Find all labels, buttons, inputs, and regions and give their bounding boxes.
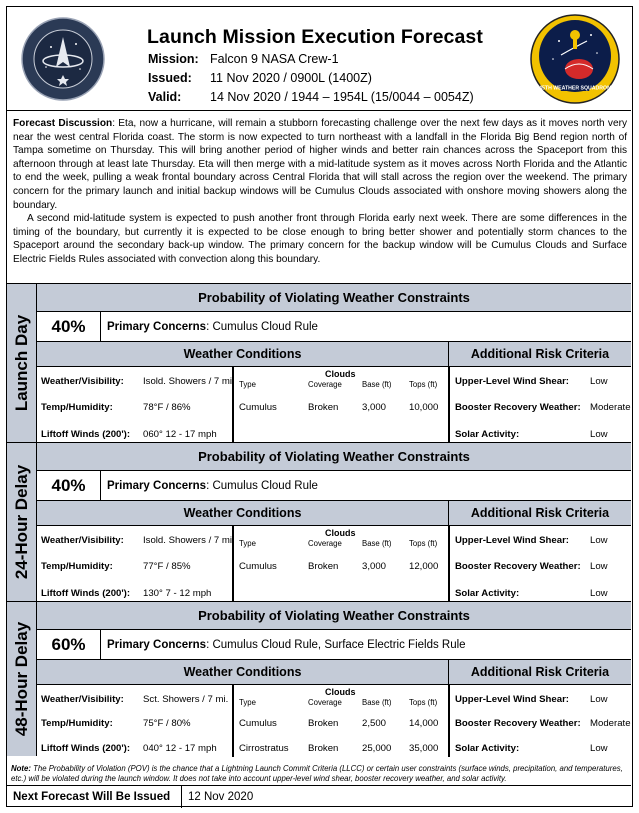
column-divider [448, 367, 450, 443]
temp-humidity-label: Temp/Humidity: [41, 561, 113, 572]
cloud-tops-header: Tops (ft) [409, 698, 438, 707]
solar-activity-label: Solar Activity: [455, 429, 520, 440]
solar-activity-value: Low [590, 588, 608, 599]
issued-value: 11 Nov 2020 / 0900L (1400Z) [210, 71, 372, 85]
conditions-body [37, 526, 631, 602]
forecast-section [7, 283, 631, 442]
next-forecast-label: Next Forecast Will Be Issued [7, 786, 182, 808]
upper-level-wind-shear-value: Low [590, 376, 608, 387]
mission-label: Mission: [148, 52, 199, 66]
solar-activity-label: Solar Activity: [455, 588, 520, 599]
section-name: 48-Hour Delay [11, 621, 31, 737]
booster-recovery-label: Booster Recovery Weather: [455, 561, 581, 572]
cloud-coverage: Broken [308, 743, 339, 754]
upper-level-wind-shear-label: Upper-Level Wind Shear: [455, 694, 569, 705]
mission-value: Falcon 9 NASA Crew-1 [210, 52, 339, 66]
cloud-type-header: Type [239, 539, 256, 548]
valid-row [148, 90, 474, 104]
liftoff-winds-label: Liftoff Winds (200'): [41, 429, 131, 440]
temp-humidity-label: Temp/Humidity: [41, 718, 113, 729]
cloud-type: Cumulus [239, 718, 277, 729]
additional-risk-header: Additional Risk Criteria [449, 501, 631, 525]
booster-recovery-value: Moderate [590, 718, 631, 729]
cloud-coverage: Broken [308, 718, 339, 729]
valid-label: Valid: [148, 90, 182, 104]
booster-recovery-label: Booster Recovery Weather: [455, 402, 581, 413]
temp-humidity-value: 78°F / 86% [143, 402, 191, 413]
discussion-paragraph-1 [13, 117, 627, 212]
cloud-type-header: Type [239, 380, 256, 389]
cloud-base: 3,000 [362, 402, 387, 413]
weather-conditions-header: Weather Conditions [37, 342, 449, 366]
discussion-text-1: : Eta, now a hurricane, will remain a stubborn forecasting challenge over the next few days as it moves north very near the west central Florida coast. The storm is now expected to turn northeast with a landfall in the Florida Big Bend region north of Tampa sometime on Thursday. This will bring another period of higher winds and better rain chances across the Spaceport from this afternoon through at least late Thursday. Eta will then merge with a mid-latitude system as it moves across North Florida and the Atlantic to end the week, pulling a weak frontal boundary across Central Florida that will stall across the region over the weekend. The primary concern for the primary launch and initial backup windows will be Cumulus Clouds associated with onshore moving showers along the boundary. [13, 118, 627, 211]
primary-concerns [101, 480, 318, 492]
weather-visibility-label: Weather/Visibility: [41, 535, 124, 546]
pov-note [11, 764, 629, 784]
additional-risk-header: Additional Risk Criteria [449, 342, 631, 366]
solar-activity-value: Low [590, 743, 608, 754]
subheader-row [37, 342, 631, 367]
primary-concerns-label: Primary Concerns [107, 479, 207, 492]
cloud-type: Cumulus [239, 561, 277, 572]
temp-humidity-label: Temp/Humidity: [41, 402, 113, 413]
cloud-coverage: Broken [308, 402, 339, 413]
pov-row [37, 471, 631, 501]
clouds-header: Clouds [325, 528, 356, 538]
primary-concerns-label: Primary Concerns [107, 320, 207, 333]
weather-visibility-value: Isold. Showers / 7 mi. [143, 376, 235, 387]
primary-concerns [101, 321, 318, 333]
primary-concerns-value: : Cumulus Cloud Rule [206, 479, 318, 492]
forecast-section [7, 601, 631, 756]
note-label: Note: [11, 764, 31, 773]
cloud-tops-header: Tops (ft) [409, 380, 438, 389]
note-text: The Probability of Violation (POV) is the chance that a Lightning Launch Commit Criteria (LLCC) or certain user constraints (surface winds, precipitation, and temperatures, etc.) will be violated during the launch window. It does not take into account upper-level wind shear, booster recovery weather, and solar activity. [11, 764, 623, 783]
emblem-caption: 45TH WEATHER SQUADRON [539, 85, 611, 92]
cloud-base-header: Base (ft) [362, 698, 392, 707]
section-side-label [7, 602, 37, 756]
discussion-paragraph-2: A second mid-latitude system is expected to push another front through Florida early next week. There are some differences in the timing of the boundary, but currently it is expected to be close enough to bring better shower and potentially storm chances to the Spaceport around the secondary back-up window. The primary concern for the backup window will be Cumulus Clouds and Surface Electric Fields Rules associated with convection along this boundary. [13, 213, 627, 265]
next-forecast-row [7, 785, 631, 808]
forecast-discussion [13, 117, 627, 267]
cloud-tops: 35,000 [409, 743, 439, 754]
temp-humidity-value: 75°F / 80% [143, 718, 191, 729]
pov-percent: 60% [37, 630, 101, 659]
valid-value: 14 Nov 2020 / 1944 – 1954L (15/0044 – 0054Z) [210, 90, 474, 104]
conditions-body [37, 367, 631, 443]
liftoff-winds-value: 130° 7 - 12 mph [143, 588, 212, 599]
liftoff-winds-label: Liftoff Winds (200'): [41, 743, 131, 754]
cloud-coverage: Broken [308, 561, 339, 572]
pov-percent: 40% [37, 312, 101, 341]
column-divider [232, 685, 234, 757]
header [7, 7, 631, 111]
issued-label: Issued: [148, 71, 192, 85]
weather-visibility-label: Weather/Visibility: [41, 376, 124, 387]
primary-concerns [101, 639, 466, 651]
pov-header: Probability of Violating Weather Constraints [37, 602, 631, 630]
weather-conditions-header: Weather Conditions [37, 501, 449, 525]
clouds-header: Clouds [325, 687, 356, 697]
upper-level-wind-shear-label: Upper-Level Wind Shear: [455, 535, 569, 546]
cloud-base-header: Base (ft) [362, 380, 392, 389]
subheader-row [37, 501, 631, 526]
issued-row [148, 71, 372, 85]
cloud-coverage-header: Coverage [308, 539, 342, 548]
cloud-coverage-header: Coverage [308, 698, 342, 707]
cloud-base: 25,000 [362, 743, 392, 754]
upper-level-wind-shear-value: Low [590, 535, 608, 546]
weather-visibility-label: Weather/Visibility: [41, 694, 124, 705]
page-title: Launch Mission Execution Forecast [147, 26, 483, 48]
section-name: Launch Day [11, 314, 31, 412]
conditions-body [37, 685, 631, 757]
clouds-header: Clouds [325, 369, 356, 379]
booster-recovery-value: Moderate [590, 402, 631, 413]
primary-concerns-label: Primary Concerns [107, 638, 207, 651]
pov-percent: 40% [37, 471, 101, 500]
cloud-tops-header: Tops (ft) [409, 539, 438, 548]
cloud-tops: 10,000 [409, 402, 439, 413]
upper-level-wind-shear-label: Upper-Level Wind Shear: [455, 376, 569, 387]
temp-humidity-value: 77°F / 85% [143, 561, 191, 572]
booster-recovery-value: Low [590, 561, 608, 572]
liftoff-winds-label: Liftoff Winds (200'): [41, 588, 131, 599]
solar-activity-value: Low [590, 429, 608, 440]
section-side-label [7, 284, 37, 442]
forecast-section [7, 442, 631, 601]
cloud-tops: 14,000 [409, 718, 439, 729]
weather-visibility-value: Sct. Showers / 7 mi. [143, 694, 229, 705]
weather-conditions-header: Weather Conditions [37, 660, 449, 684]
next-forecast-value: 12 Nov 2020 [188, 791, 254, 803]
solar-activity-label: Solar Activity: [455, 743, 520, 754]
pov-header: Probability of Violating Weather Constraints [37, 443, 631, 471]
primary-concerns-value: : Cumulus Cloud Rule [206, 320, 318, 333]
forecast-sheet [6, 6, 633, 807]
column-divider [448, 526, 450, 602]
cloud-base: 2,500 [362, 718, 387, 729]
pov-row [37, 630, 631, 660]
subheader-row [37, 660, 631, 685]
weather-squadron-emblem-icon [529, 13, 621, 105]
cloud-type: Cirrostratus [239, 743, 289, 754]
section-name: 24-Hour Delay [11, 464, 31, 580]
section-side-label [7, 443, 37, 601]
discussion-label: Forecast Discussion [13, 118, 113, 129]
cloud-tops: 12,000 [409, 561, 439, 572]
additional-risk-header: Additional Risk Criteria [449, 660, 631, 684]
weather-visibility-value: Isold. Showers / 7 mi. [143, 535, 235, 546]
mission-row [148, 52, 339, 66]
space-force-seal-icon [21, 17, 105, 101]
cloud-type-header: Type [239, 698, 256, 707]
booster-recovery-label: Booster Recovery Weather: [455, 718, 581, 729]
pov-row [37, 312, 631, 342]
cloud-base-header: Base (ft) [362, 539, 392, 548]
liftoff-winds-value: 040° 12 - 17 mph [143, 743, 217, 754]
upper-level-wind-shear-value: Low [590, 694, 608, 705]
pov-header: Probability of Violating Weather Constraints [37, 284, 631, 312]
cloud-base: 3,000 [362, 561, 387, 572]
cloud-type: Cumulus [239, 402, 277, 413]
liftoff-winds-value: 060° 12 - 17 mph [143, 429, 217, 440]
primary-concerns-value: : Cumulus Cloud Rule, Surface Electric Fields Rule [206, 638, 466, 651]
column-divider [448, 685, 450, 757]
cloud-coverage-header: Coverage [308, 380, 342, 389]
